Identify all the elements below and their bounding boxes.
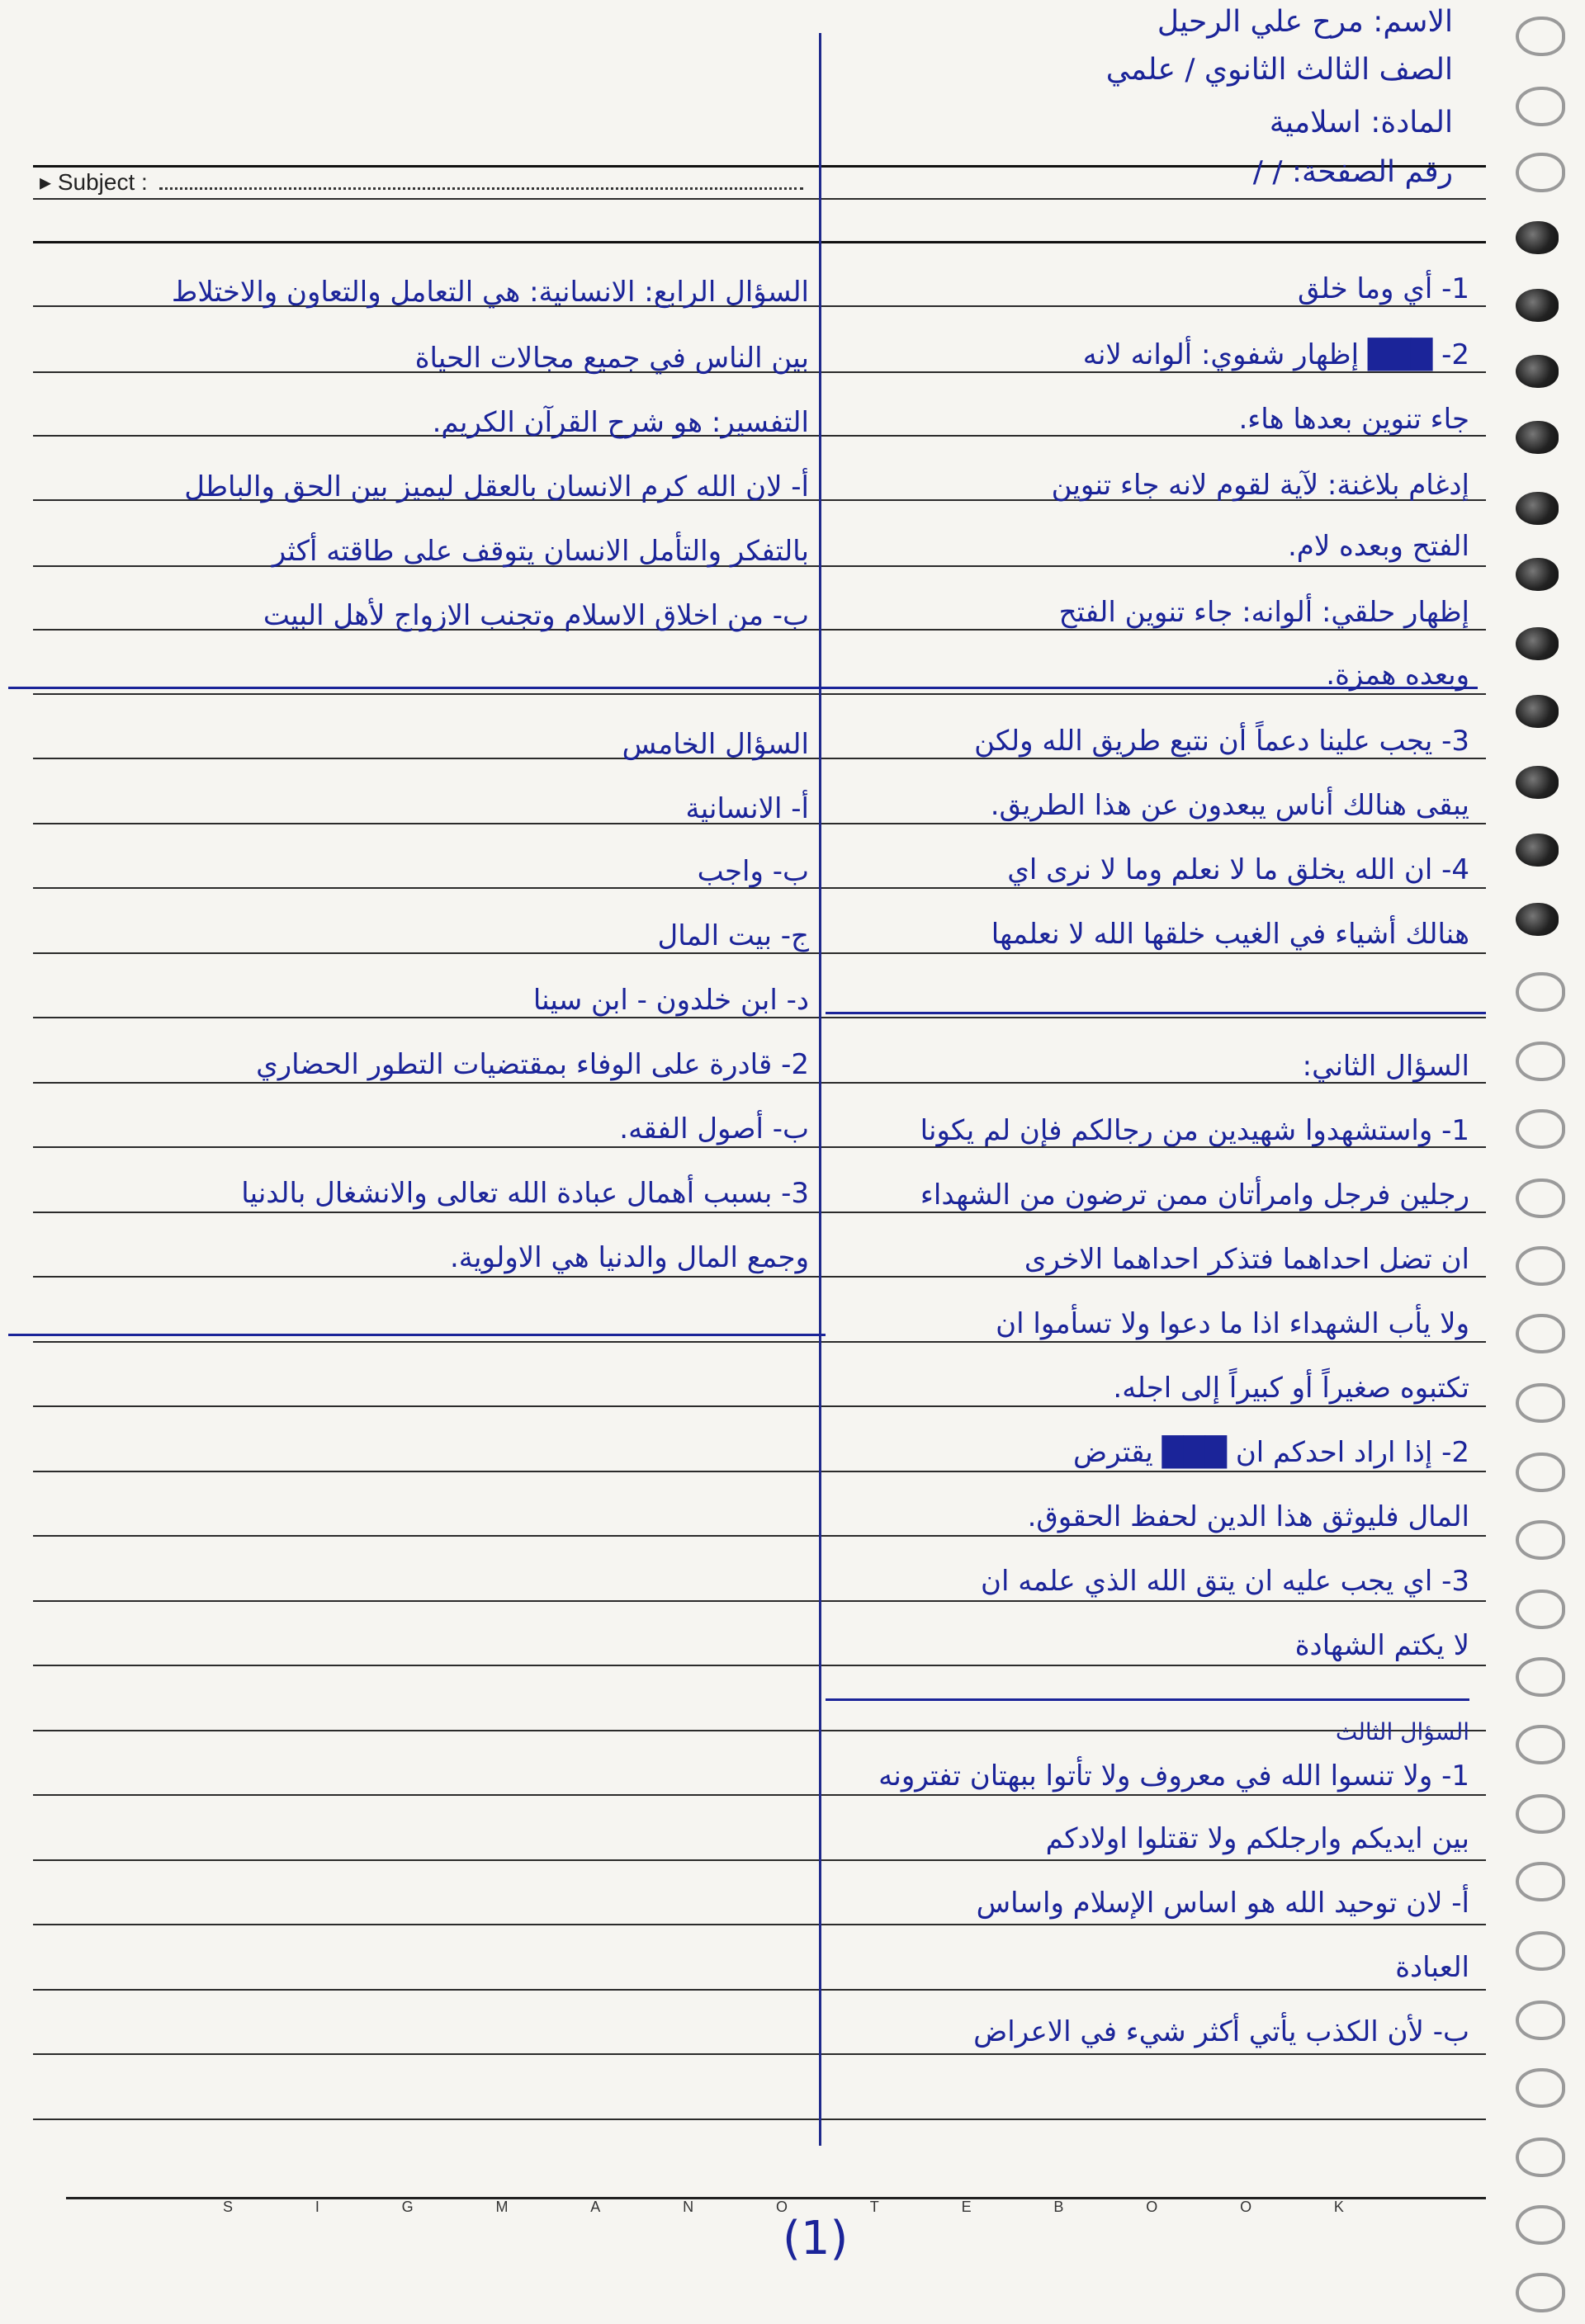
answer-line: يبقى هنالك أناس يبعدون عن هذا الطريق. [990,789,1469,822]
spiral-hole-icon [1516,903,1559,936]
answer-line: تكتبوه صغيراً أو كبيراً إلى اجله. [1113,1372,1469,1405]
question-heading: السؤال الرابع: الانسانية: هي التعامل والتعاون والاختلاط [171,276,809,309]
answer-line: إظهار حلقي: ألوانه: جاء تنوين الفتح [1058,596,1469,629]
answer-line: ب- لأن الكذب يأتي أكثر شيء في الاعراض [973,2015,1469,2048]
spiral-hole-icon [1516,1520,1565,1560]
student-name: الاسم: مرح علي الرحيل [1157,5,1453,39]
answer-line: ب- واجب [697,855,809,888]
spiral-hole-icon [1516,1931,1565,1971]
brand-letter: E [961,2199,973,2215]
brand-letter: I [315,2199,321,2215]
answer-line: العبادة [1395,1951,1469,1984]
spiral-hole-icon [1516,289,1559,322]
answer-line: بين الناس في جميع مجالات الحياة [414,342,809,375]
spiral-hole-icon [1516,766,1559,799]
answer-line: 1- أي وما خلق [1297,272,1469,305]
spiral-hole-icon [1516,421,1559,454]
spiral-hole-icon [1516,492,1559,525]
answer-line: 3- بسبب أهمال عبادة الله تعالى والانشغال بالدنيا [241,1177,809,1210]
answer-line: 1- واستشهدوا شهيدين من رجالكم فإن لم يكونا [920,1114,1469,1147]
subject-label: Subject : [57,169,148,195]
spiral-hole-icon [1516,17,1565,56]
answer-line: 2- ███ إظهار شفوي: ألوانه لانه [1082,338,1469,371]
section-separator [8,1334,826,1336]
spiral-hole-icon [1516,1109,1565,1149]
answer-line: ب- من اخلاق الاسلام وتجنب الازواج لأهل البيت [263,599,809,632]
brand-letter: K [1333,2199,1346,2215]
spiral-hole-icon [1516,1589,1565,1629]
brand-letter: O [775,2199,789,2215]
spiral-hole-icon [1516,627,1559,660]
question-heading: السؤال الثاني: [1302,1050,1469,1083]
spiral-hole-icon [1516,1862,1565,1901]
answer-line: لا يكتم الشهادة [1294,1629,1469,1662]
spiral-hole-icon [1516,2273,1565,2312]
section-separator [826,1698,1469,1701]
spiral-hole-icon [1516,355,1559,388]
answer-line: إدغام بلاغنة: لآية لقوم لانه جاء تنوين [1051,469,1469,502]
answer-line: رجلين فرجل وامرأتان ممن ترضون من الشهداء [920,1179,1469,1212]
spiral-hole-icon [1516,2137,1565,2177]
spiral-hole-icon [1516,1246,1565,1286]
answer-line: 2- قادرة على الوفاء بمقتضيات التطور الحضاري [256,1048,809,1081]
spiral-hole-icon [1516,1179,1565,1218]
subject-field [40,168,803,196]
answer-line: ان تضل احداهما فتذكر احداهما الاخرى [1024,1243,1469,1276]
brand-letter: G [401,2199,415,2215]
brand-letter: S [223,2199,235,2215]
subject-name: المادة: اسلامية [1269,106,1453,139]
section-separator [826,1012,1486,1014]
spiral-hole-icon [1516,1452,1565,1492]
spiral-hole-icon [1516,2068,1565,2108]
answer-line: 1- ولا تنسوا الله في معروف ولا تأتوا ببهتان تفترونه [878,1760,1469,1793]
answer-line: 3- اي يجب عليه ان يتق الله الذي علمه ان [981,1565,1469,1598]
spiral-hole-icon [1516,2205,1565,2245]
brand-letter: M [495,2199,510,2215]
answer-line: وبعده همزة. [1326,659,1469,692]
spiral-hole-icon [1516,1657,1565,1697]
student-class: الصف الثالث الثانوي / علمي [1105,53,1453,87]
spiral-hole-icon [1516,1042,1565,1081]
handwritten-page-number: (1) [783,2212,849,2265]
answer-line: بالتفكر والتأمل الانسان يتوقف على طاقته أكثر [272,535,809,568]
answer-line: ولا يأب الشهداء اذا ما دعوا ولا تسأموا ان [996,1307,1469,1340]
spiral-hole-icon [1516,153,1565,192]
answer-line: د- ابن خلدون - ابن سينا [532,984,809,1017]
brand-letter: N [683,2199,696,2215]
brand-letter: A [590,2199,603,2215]
spiral-hole-icon [1516,1314,1565,1353]
answer-line: المال فليوثق هذا الدين لحفظ الحقوق. [1027,1500,1469,1533]
spiral-hole-icon [1516,695,1559,728]
answer-line: جاء تنوين بعدها هاء. [1238,403,1469,436]
subject-dotted-line [159,187,803,190]
answer-line: ج- بيت المال [657,919,809,952]
spiral-hole-icon [1516,2000,1565,2040]
spiral-hole-icon [1516,834,1559,867]
section-separator [8,687,1478,689]
spiral-hole-icon [1516,221,1559,254]
spiral-hole-icon [1516,87,1565,126]
subject-arrow-icon: ▸ [40,169,52,195]
answer-line: هنالك أشياء في الغيب خلقها الله لا نعلمها [991,918,1469,951]
answer-line: 2- إذا اراد احدكم ان ███ يقترض [1072,1436,1469,1469]
brand-letter: O [1240,2199,1254,2215]
page-number-field: رقم الصفحة: / / [1252,155,1453,189]
brand-letter: O [1146,2199,1160,2215]
spiral-hole-icon [1516,972,1565,1012]
spiral-hole-icon [1516,558,1559,591]
answer-line: أ- لان الله كرم الانسان بالعقل ليميز بين الحق والباطل [184,470,809,503]
answer-line: 3- يجب علينا دعماً أن نتبع طريق الله ولكن [974,725,1469,758]
question-heading: السؤال الخامس [622,728,809,761]
spiral-binding [1486,0,1585,2324]
brand-letter: B [1053,2199,1066,2215]
answer-line: الفتح وبعده لام. [1287,530,1469,563]
answer-line: 4- ان الله يخلق ما لا نعلم وما لا نرى اي [1007,853,1469,886]
spiral-hole-icon [1516,1794,1565,1834]
spiral-hole-icon [1516,1725,1565,1764]
answer-line: التفسير: هو شرح القرآن الكريم. [432,406,809,439]
question-heading: السؤال الثالث [1335,1718,1469,1745]
answer-line: أ- الانسانية [685,792,809,825]
brand-letter: T [869,2199,881,2215]
answer-line: ب- أصول الفقه. [619,1112,809,1145]
answer-line: وجمع المال والدنيا هي الاولوية. [449,1241,809,1274]
spiral-hole-icon [1516,1383,1565,1423]
answer-line: أ- لان توحيد الله هو اساس الإسلام واساس [976,1887,1469,1920]
answer-line: بين ايديكم وارجلكم ولا تقتلوا اولادكم [1045,1822,1469,1855]
